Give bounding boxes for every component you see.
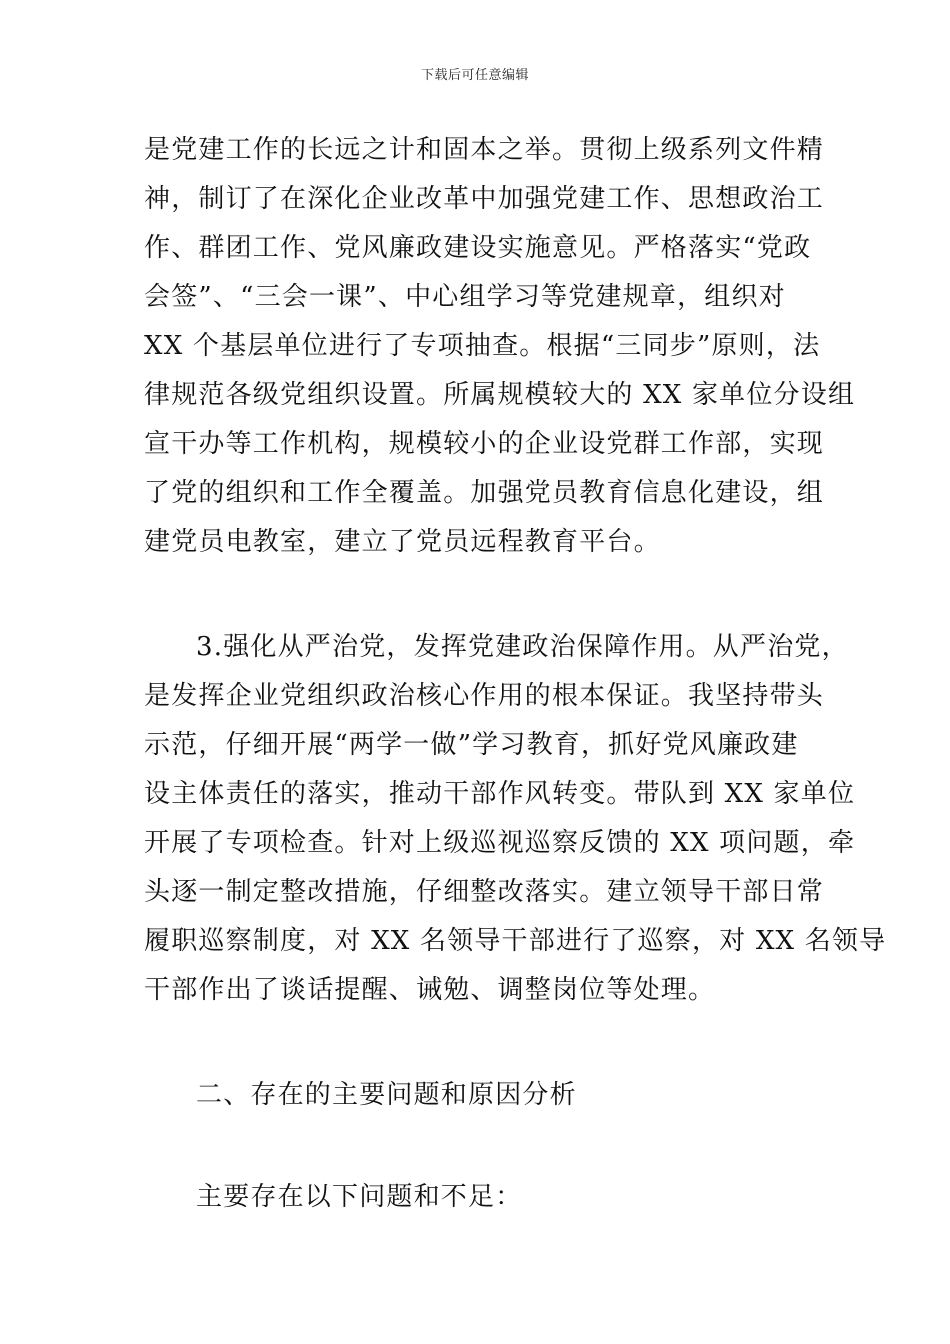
paragraph-line: 建党员电教室，建立了党员远程教育平台。: [144, 527, 661, 557]
paragraph-line: 宣干办等工作机构，规模较小的企业设党群工作部，实现: [144, 429, 825, 459]
paragraph-line: 主要存在以下问题和不足：: [196, 1182, 523, 1212]
paragraph-line: 是党建工作的长远之计和固本之举。贯彻上级系列文件精: [144, 135, 825, 165]
paragraph-line: XX 个基层单位进行了专项抽查。根据“三同步”原则，法: [144, 331, 821, 361]
paragraph-line: 干部作出了谈话提醒、诫勉、调整岗位等处理。: [144, 975, 716, 1005]
paragraph-line: 律规范各级党组织设置。所属规模较大的 XX 家单位分设组: [144, 380, 856, 410]
paragraph-line: 作、群团工作、党风廉政建设实施意见。严格落实“党政: [144, 233, 812, 263]
paragraph-line: 会签”、“三会一课”、中心组学习等党建规章，组织对: [144, 282, 786, 312]
paragraph-line: 示范，仔细开展“两学一做”学习教育，抓好党风廉政建: [144, 730, 799, 760]
paragraph-line: 开展了专项检查。针对上级巡视巡察反馈的 XX 项问题，牵: [144, 828, 856, 858]
paragraph-line: 了党的组织和工作全覆盖。加强党员教育信息化建设，组: [144, 478, 825, 508]
paragraph-line: 履职巡察制度，对 XX 名领导干部进行了巡察，对 XX 名领导: [144, 926, 887, 956]
page-header: 下载后可任意编辑: [420, 68, 529, 83]
section-heading: 二、存在的主要问题和原因分析: [196, 1080, 577, 1110]
paragraph-line: 头逐一制定整改措施，仔细整改落实。建立领导干部日常: [144, 877, 825, 907]
paragraph-line: 设主体责任的落实，推动干部作风转变。带队到 XX 家单位: [144, 779, 856, 809]
paragraph-line: 3.强化从严治党，发挥党建政治保障作用。从严治党，: [196, 632, 849, 662]
paragraph-line: 神，制订了在深化企业改革中加强党建工作、思想政治工: [144, 184, 825, 214]
paragraph-line: 是发挥企业党组织政治核心作用的根本保证。我坚持带头: [144, 681, 825, 711]
